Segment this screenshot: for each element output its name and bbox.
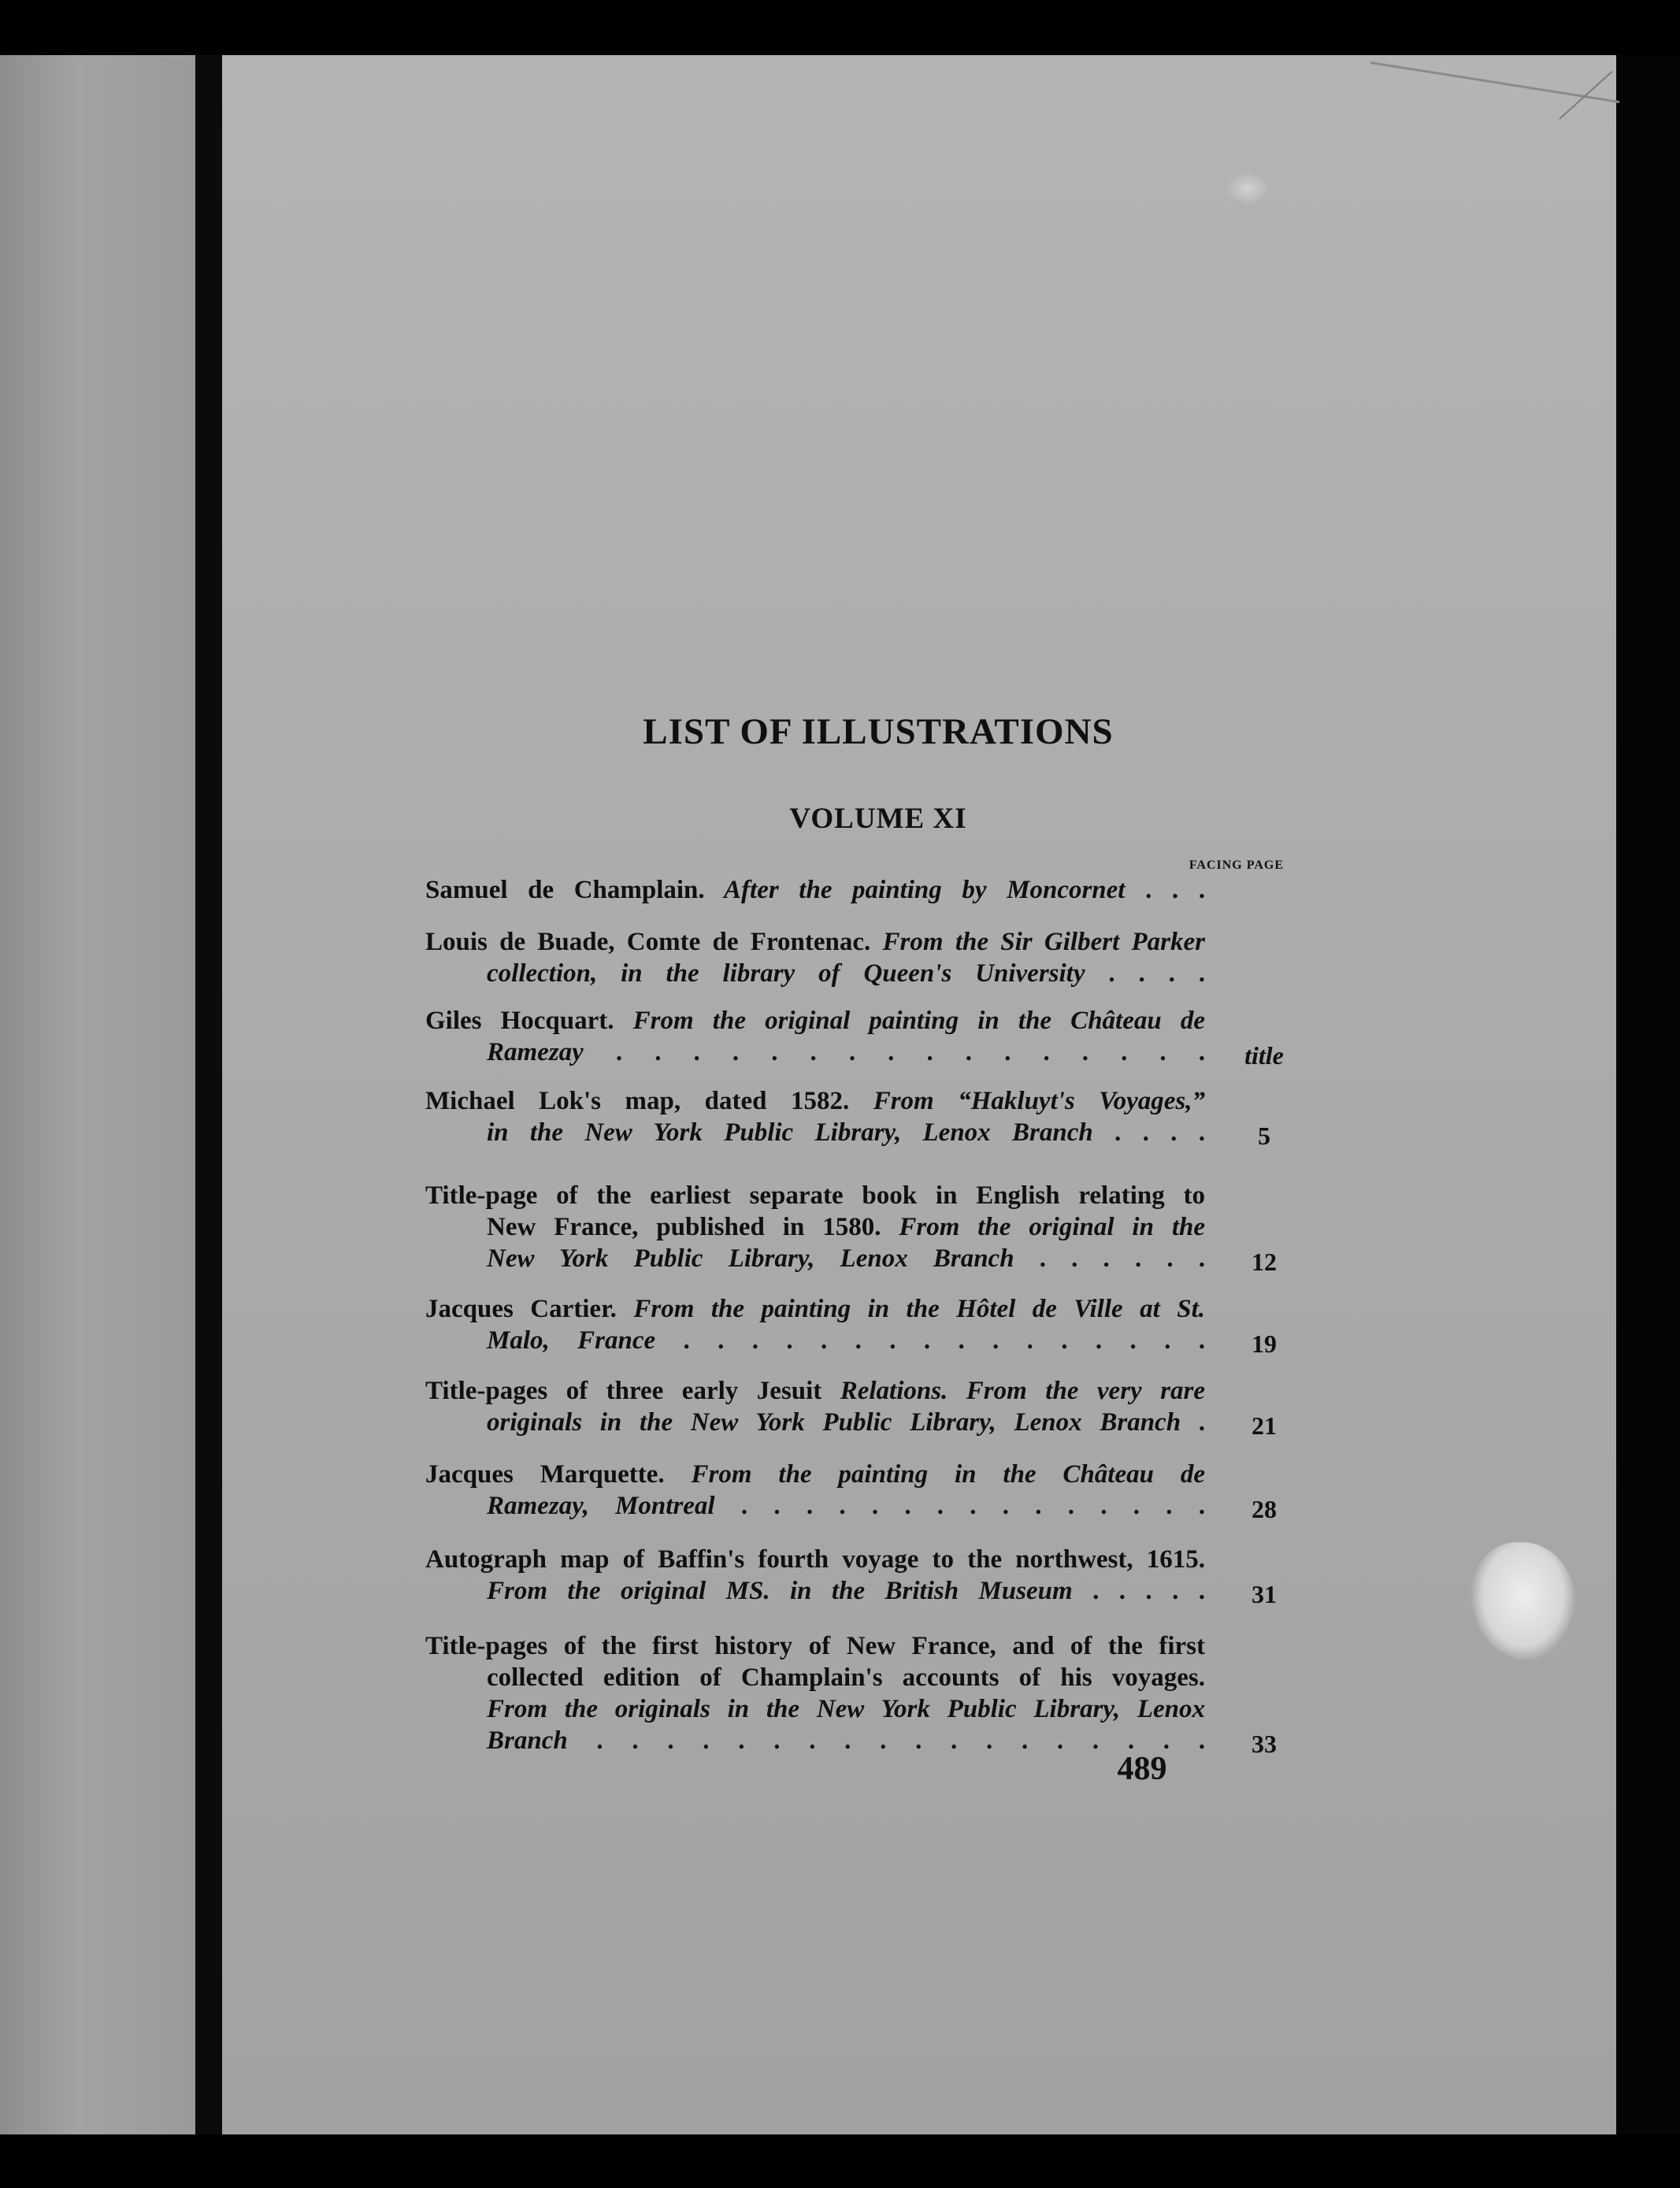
entry-line [487,1575,1205,1607]
leader-dots: . . . . . . . . . . . . . . . . [655,1326,1206,1355]
caption-text: Autograph map of Baffin's fourth voyage to the northwest, 1615. [425,1545,1205,1574]
entry-line [425,1544,1205,1575]
caption-text: Title-pages of the first history of New France, and of the first [425,1632,1205,1660]
source-text: collection, in the library of Queen's University [487,959,1085,988]
entry-line [425,1293,1205,1325]
entry-line [425,926,1205,958]
entry-line [425,1459,1205,1490]
caption-text: collected edition of Champlain's accounts of his voyages. [487,1663,1205,1692]
source-text: Branch [487,1726,568,1755]
entry-line [425,1375,1205,1407]
source-text: From the originals in the New York Public Library, Lenox [487,1695,1205,1723]
source-text: Relations. [821,1377,948,1405]
leader-dots: . . . . . [1072,1577,1206,1605]
caption-text: Jacques Marquette. [425,1460,665,1489]
leader-dots: . . . . . . . . . . . . . . . [714,1492,1205,1520]
page-title: LIST OF ILLUSTRATIONS [643,711,1114,752]
entry-line [487,958,1205,989]
facing-page-number: 21 [1252,1411,1277,1440]
facing-page-number: title [1244,1041,1284,1070]
caption-text: Samuel de Champlain. [425,876,705,904]
facing-page-number: 19 [1252,1329,1277,1358]
caption-text: Michael Lok's map, dated 1582. [425,1087,850,1115]
entry-line [487,1211,1205,1243]
facing-page-number: 5 [1258,1122,1270,1150]
facing-page-number: 28 [1252,1495,1277,1523]
facing-page-label: FACING PAGE [1189,859,1284,872]
source-text: New York Public Library, Lenox Branch [487,1244,1014,1273]
source-text: After the painting by Moncornet [704,876,1126,904]
source-text: From the original MS. in the British Museum [487,1577,1073,1605]
source-text: From “Hakluyt's Voyages,” [849,1087,1205,1115]
leader-dots: . . . . . . [1014,1244,1205,1273]
source-text: From the painting in the Château de [664,1460,1205,1489]
caption-text: Title-pages of three early Jesuit [425,1377,822,1405]
source-text: Ramezay [487,1038,584,1066]
entry-line [487,1037,1205,1068]
facing-page-number: 33 [1252,1730,1277,1758]
caption-text: Title-page of the earliest separate book in English relating to [425,1181,1205,1210]
source-text: Malo, France [487,1326,656,1355]
caption-text: Giles Hocquart. [425,1007,614,1035]
leader-dots: . . . . [1092,1118,1206,1147]
entry-line [487,1490,1205,1522]
entry-line [425,1005,1205,1037]
facing-page-number: 12 [1252,1248,1277,1276]
source-text: From the original in the [881,1213,1205,1241]
source-text: From the painting in the Hôtel de Ville at St. [616,1295,1205,1323]
source-text: in the New York Public Library, Lenox Branch [487,1118,1093,1147]
entry-line [487,1117,1205,1148]
entry-line [425,1085,1205,1117]
entry-line [487,1407,1205,1438]
entry-line [425,874,1205,906]
leader-dots: . . . . [1085,959,1205,988]
page-number: 489 [1117,1751,1167,1787]
source-text: From the original painting in the Château de [614,1007,1205,1035]
entry-line [425,1180,1205,1211]
leader-dots: . [1181,1408,1206,1437]
caption-text: Jacques Cartier. [425,1295,617,1323]
caption-text: New France, published in 1580. [487,1213,881,1241]
entry-line [425,1630,1205,1662]
facing-page-number: 31 [1252,1580,1277,1608]
caption-text: Louis de Buade, Comte de Frontenac. [425,928,871,956]
source-text: From the Sir Gilbert Parker [870,928,1205,956]
entry-line [487,1325,1205,1356]
entry-line [487,1243,1205,1274]
entry-line [487,1662,1205,1693]
leader-dots: . . . [1125,876,1205,904]
source-text: Ramezay, Montreal [487,1492,715,1520]
source-text: From the very rare [948,1377,1205,1405]
volume-heading: VOLUME XI [789,803,967,835]
entry-line [487,1693,1205,1725]
leader-dots: . . . . . . . . . . . . . . . . . . [567,1726,1205,1755]
leader-dots: . . . . . . . . . . . . . . . . [583,1038,1205,1066]
source-text: originals in the New York Public Library, Lenox Branch [487,1408,1181,1437]
